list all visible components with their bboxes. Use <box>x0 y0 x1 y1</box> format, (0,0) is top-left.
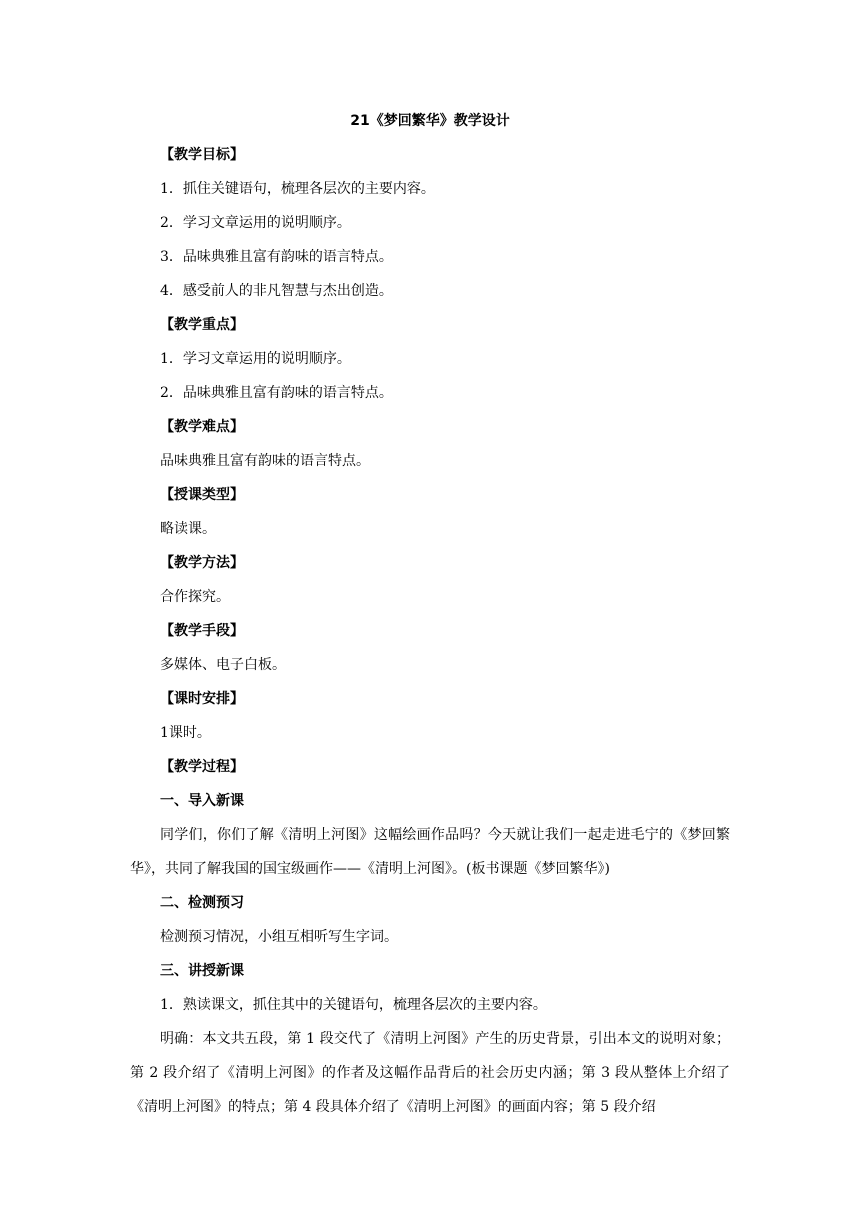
document-title: 21《梦回繁华》教学设计 <box>350 113 510 129</box>
heading-method: 【教学方法】 <box>160 555 244 571</box>
step-heading-preview: 二、检测预习 <box>160 895 244 911</box>
heading-means: 【教学手段】 <box>160 623 244 639</box>
new-lesson-answer: 明确：本文共五段，第 1 段交代了《清明上河图》产生的历史背景，引出本文的说明对象；第 2 段介绍了《清明上河图》的作者及这幅作品背后的社会历史内涵；第 3 段从整体上介绍了《清明上河图》的特点；第 4 段具体介绍了《清明上河图》的画面内容；第 5 段介绍 <box>130 1031 730 1115</box>
step-heading-new-lesson: 三、讲授新课 <box>160 963 244 979</box>
step-heading-intro: 一、导入新课 <box>160 793 244 809</box>
objective-item: 1．抓住关键语句，梳理各层次的主要内容。 <box>160 181 435 197</box>
heading-process: 【教学过程】 <box>160 759 244 775</box>
lesson-type-text: 略读课。 <box>160 521 216 537</box>
objective-item: 2．学习文章运用的说明顺序。 <box>160 215 351 231</box>
heading-key-points: 【教学重点】 <box>160 317 244 333</box>
heading-schedule: 【课时安排】 <box>160 691 244 707</box>
schedule-text: 1课时。 <box>160 725 211 741</box>
objective-item: 4．感受前人的非凡智慧与杰出创造。 <box>160 283 393 299</box>
objective-item: 3．品味典雅且富有韵味的语言特点。 <box>160 249 393 265</box>
new-lesson-item: 1．熟读课文，抓住其中的关键语句，梳理各层次的主要内容。 <box>160 997 547 1013</box>
key-point-item: 2．品味典雅且富有韵味的语言特点。 <box>160 385 393 401</box>
key-point-item: 1．学习文章运用的说明顺序。 <box>160 351 351 367</box>
method-text: 合作探究。 <box>160 589 230 605</box>
step-preview-text: 检测预习情况，小组互相听写生字词。 <box>160 929 398 945</box>
heading-difficulty: 【教学难点】 <box>160 419 244 435</box>
heading-lesson-type: 【授课类型】 <box>160 487 244 503</box>
difficulty-text: 品味典雅且富有韵味的语言特点。 <box>160 453 370 469</box>
means-text: 多媒体、电子白板。 <box>160 657 286 673</box>
document-body <box>130 111 730 1131</box>
heading-objectives: 【教学目标】 <box>160 147 244 163</box>
step-intro-text: 同学们，你们了解《清明上河图》这幅绘画作品吗？今天就让我们一起走进毛宁的《梦回繁华》，共同了解我国的国宝级画作——《清明上河图》。(板书课题《梦回繁华》) <box>130 827 730 877</box>
